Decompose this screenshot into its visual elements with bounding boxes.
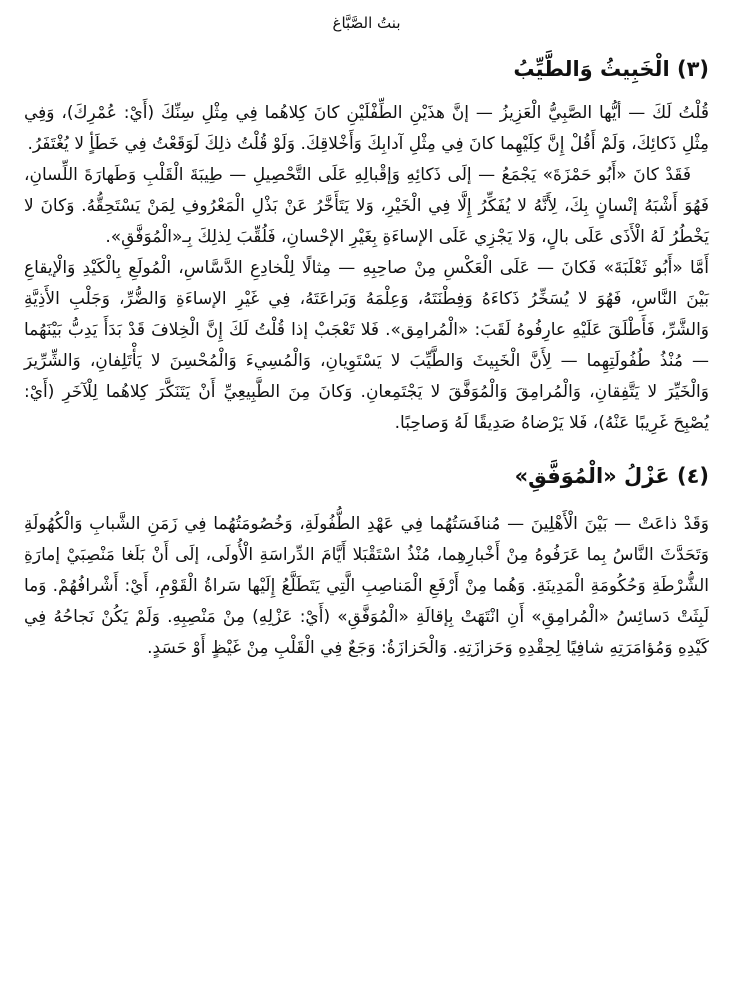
paragraph: وَقَدْ ذاعَتْ — بَيْنَ الْأَهْلِينَ — مُنافَسَتُهُما فِي عَهْدِ الطُّفُولَةِ، وَخُصُومَتُهُما فِي زَمَنِ الشَّبابِ وَالْكُهُولَةِ وَتَحَدَّثَ النَّاسُ بِما عَرَفُوهُ مِنْ أَخْبارِهِما، مُنْذُ اسْتَقْبَلا أَيَّامَ الدِّراسَةِ الْأُولَى، إلَى أَنْ بَلَغا مَنْصِبَيْ إمارَةِ الشُّرْطَةِ وَحُكُومَةِ الْمَدِينَةِ. وَهُما مِنْ أَرْفَعِ الْمَناصِبِ الَّتِي يَتَطَلَّعُ إِلَيْها سَراةُ الْقَوْمِ، أَيْ: أَشْرافُهُمْ. وَما لَبِثَتْ دَسائِسُ «الْمُرامِقِ» أَنِ انْتَهَتْ بِإقالَةِ «الْمُوَفَّقِ» (أَيْ: عَزْلِهِ) مِنْ مَنْصِبِهِ. وَلَمْ يَكُنْ نَجاحُهُ فِي كَيْدِهِ وَمُؤامَرَتِهِ شافِيًا لِحِقْدِهِ وَحَزازَتِهِ. وَالْحَزازَةُ: وَجَعٌ فِي الْقَلْبِ مِنْ غَيْظٍ أَوْ حَسَدٍ. [24,514,709,658]
section-heading-3: (٣) الْخَبِيثُ وَالطَّيِّبُ [513,57,709,81]
running-header: بنتُ الصَّبَّاغ [332,14,401,32]
paragraph: قُلْتُ لَكَ — أيُّها الصَّبِيُّ الْعَزِيزُ — إنَّ هذَيْنِ الطِّفْلَيْنِ كانَ كِلاهُما فِي مِثْلِ سِنِّكَ (أَيْ: عُمْرِكَ)، وَفِي مِثْلِ ذَكائِكَ، وَلَمْ أَقُلْ إِنَّ كِلَيْهِما كانَ فِي مِثْلِ آدابِكَ وَأَخْلاقِكَ. وَلَوْ قُلْتُ ذلِكَ لَوَقَعْتُ فِي خَطَأٍ لا يُغْتَفَرُ. [24,103,709,154]
section-heading-4: (٤) عَزْلُ «الْمُوَفَّقِ» [514,464,709,488]
paragraph: فَقَدْ كانَ «أَبُو حَمْزَةَ» يَجْمَعُ — إلَى ذَكائِهِ وَإقْبالِهِ عَلَى التَّحْصِيلِ — طِيبَةَ الْقَلْبِ وَطَهارَةَ اللِّسانِ، فَهُوَ أَشْبَهُ إنْسانٍ بِكَ، لِأَنَّهُ لا يُفَكِّرُ إِلَّا فِي الْخَيْرِ، وَلا يَتَأَخَّرُ عَنْ بَذْلِ الْمَعْرُوفِ لِمَنْ يَسْتَحِقُّهُ. وَكانَ لا يَخْطُرُ لَهُ الْأَذَى عَلَى بالٍ، وَلا يَجْزِي عَلَى الإساءَةِ بِغَيْرِ الإحْسانِ، فَلُقِّبَ لِذلِكَ بِـ«الْمُوَفَّقِ». [24,165,709,247]
paragraph: أَمَّا «أَبُو ثَعْلَبَةَ» فَكانَ — عَلَى الْعَكْسِ مِنْ صاحِبِهِ — مِثالًا لِلْخادِعِ الدَّسَّاسِ، الْمُولَعِ بِالْكَيْدِ وَالْإيقاعِ بَيْنَ النَّاسِ، فَهُوَ لا يُسَخِّرُ ذَكاءَهُ وَفِطْنَتَهُ، وَعِلْمَهُ وَبَراعَتَهُ، فِي غَيْرِ الإساءَةِ وَالضُّرِّ، وَجَلْبِ الأَذِيَّةِ وَالشَّرِّ، فَأَطْلَقَ عَلَيْهِ عارِفُوهُ لَقَبَ: «الْمُرامِق». فَلا تَعْجَبْ إذا قُلْتُ لَكَ إِنَّ الْخِلافَ قَدْ بَدَأَ يَدِبُّ بَيْنَهُما — مُنْذُ طُفُولَتِهِما — لِأَنَّ الْخَبِيثَ وَالطَّيِّبَ لا يَسْتَوِيانِ، وَالْمُسِيءَ وَالْمُحْسِنَ لا يَأْتَلِفانِ، وَالشِّرِّيرَ وَالْخَيِّرَ لا يَتَّفِقانِ، وَالْمُرامِقَ وَالْمُوَفَّقَ لا يَجْتَمِعانِ. وَكانَ مِنَ الطَّبِيعِيِّ أَنْ يَتَنَكَّرَ كِلاهُما لِلْآخَرِ (أَيْ: يُصْبِحَ غَرِيبًا عَنْهُ)، فَلا يَرْضاهُ صَدِيقًا لَهُ وَصاحِبًا. [24,258,709,433]
